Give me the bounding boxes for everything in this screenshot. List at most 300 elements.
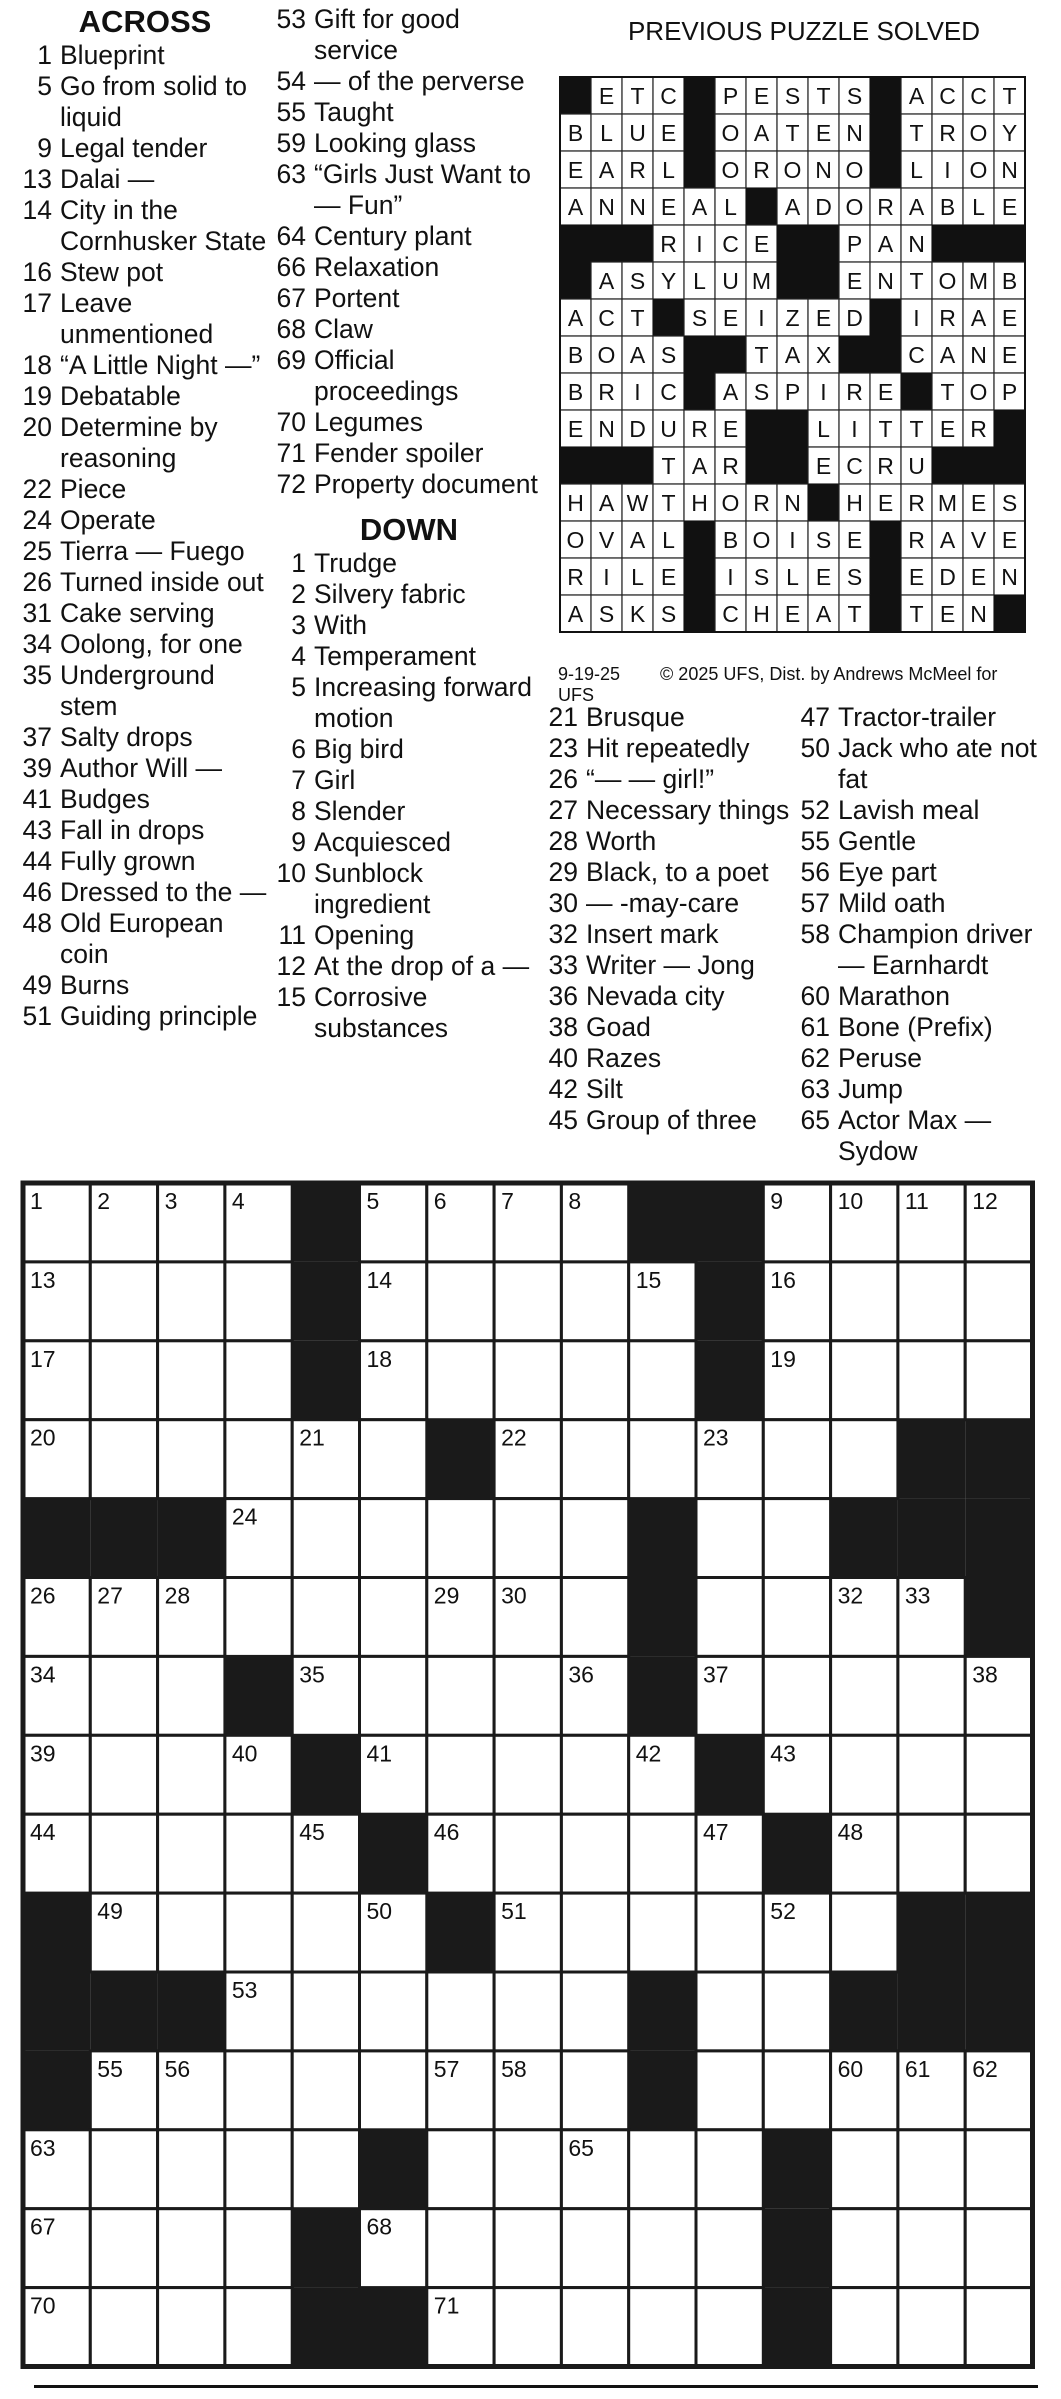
grid-cell[interactable] — [898, 1341, 965, 1420]
cell-number: 56 — [164, 2055, 191, 2082]
grid-cell[interactable] — [898, 2130, 965, 2209]
block-cell — [696, 1735, 763, 1814]
cell-number: 39 — [30, 1740, 56, 1767]
clue-text: Fully grown — [60, 846, 196, 876]
grid-cell[interactable] — [427, 1735, 494, 1814]
prev-cell-letter: E — [722, 305, 739, 331]
prev-cell-letter: S — [598, 601, 615, 627]
grid-cell[interactable] — [292, 1499, 359, 1578]
clue-number: 55 — [276, 97, 306, 127]
grid-cell[interactable] — [158, 2130, 225, 2209]
clue-text: Bone (Prefix) — [838, 1012, 993, 1042]
clue-number: 2 — [291, 579, 306, 609]
grid-cell[interactable] — [427, 1262, 494, 1341]
prev-cell-letter: R — [629, 157, 646, 183]
block-cell — [898, 1499, 965, 1578]
clue-number: 5 — [37, 71, 52, 101]
grid-cell[interactable] — [158, 1893, 225, 1972]
prev-cell-letter: H — [567, 490, 584, 516]
clue-number: 10 — [276, 858, 306, 888]
prev-cell-letter: I — [851, 416, 858, 442]
clue-number: 50 — [800, 733, 830, 763]
grid-cell[interactable] — [629, 1341, 696, 1420]
cell-number: 6 — [433, 1188, 447, 1214]
prev-cell-letter: E — [908, 564, 925, 590]
clue-number: 8 — [291, 796, 306, 826]
grid-cell[interactable] — [158, 1262, 225, 1341]
block-cell — [898, 1893, 965, 1972]
grid-cell[interactable] — [225, 1814, 292, 1893]
prev-cell-letter: N — [1001, 157, 1018, 183]
cell-number: 26 — [30, 1582, 56, 1609]
crossword-grid[interactable] — [20, 1180, 1041, 2380]
prev-cell-letter: E — [815, 564, 832, 590]
grid-cell[interactable] — [90, 1420, 157, 1499]
prev-cell-letter: E — [1001, 305, 1018, 331]
block-cell — [763, 1814, 830, 1893]
block-cell — [292, 1183, 359, 1262]
grid-cell[interactable] — [696, 1972, 763, 2051]
across-clue-17 — [20, 288, 270, 350]
grid-cell[interactable] — [360, 1578, 427, 1657]
grid-cell[interactable] — [360, 1656, 427, 1735]
grid-cell[interactable] — [427, 2130, 494, 2209]
grid-cell[interactable] — [561, 1893, 628, 1972]
grid-cell[interactable] — [898, 1262, 965, 1341]
grid-cell[interactable] — [763, 1578, 830, 1657]
prev-block-cell — [808, 225, 839, 262]
grid-cell[interactable] — [360, 1972, 427, 2051]
prev-block-cell — [994, 410, 1025, 447]
prev-block-cell — [870, 521, 901, 558]
clue-text: Temperament — [314, 641, 477, 671]
block-cell — [90, 1972, 157, 2051]
clue-text: Hit repeatedly — [586, 733, 750, 763]
grid-cell[interactable] — [898, 1735, 965, 1814]
cell-number: 50 — [366, 1898, 393, 1925]
grid-cell[interactable] — [831, 2130, 898, 2209]
prev-block-cell — [591, 447, 622, 484]
clue-text: Gift for good service — [314, 4, 460, 65]
grid-cell[interactable] — [225, 1893, 292, 1972]
grid-cell[interactable] — [898, 1814, 965, 1893]
grid-cell[interactable] — [831, 1735, 898, 1814]
clue-number: 46 — [22, 877, 52, 907]
cell-number: 4 — [231, 1188, 245, 1214]
grid-cell[interactable] — [629, 1420, 696, 1499]
prev-block-cell — [963, 447, 994, 484]
prev-cell-letter: H — [691, 490, 708, 516]
cell-number: 18 — [366, 1345, 393, 1372]
grid-cell[interactable] — [494, 1814, 561, 1893]
clue-number: 45 — [548, 1105, 578, 1135]
grid-cell[interactable] — [965, 2130, 1032, 2209]
grid-cell[interactable] — [831, 1420, 898, 1499]
prev-block-cell — [839, 336, 870, 373]
cell-number: 16 — [770, 1266, 796, 1293]
grid-cell[interactable] — [898, 1656, 965, 1735]
prev-cell-letter: O — [845, 157, 864, 183]
grid-cell[interactable] — [629, 1814, 696, 1893]
grid-cell[interactable] — [494, 1499, 561, 1578]
grid-cell[interactable] — [561, 1972, 628, 2051]
clue-number: 65 — [800, 1105, 830, 1135]
grid-cell[interactable] — [292, 1893, 359, 1972]
grid-cell[interactable] — [696, 1893, 763, 1972]
grid-cell[interactable] — [831, 1893, 898, 1972]
clue-number: 28 — [548, 826, 578, 856]
grid-cell[interactable] — [696, 2209, 763, 2288]
prev-cell-letter: E — [660, 120, 677, 146]
across-clue-9 — [20, 133, 270, 164]
prev-block-cell — [684, 336, 715, 373]
grid-cell[interactable] — [629, 2130, 696, 2209]
prev-block-cell — [932, 225, 963, 262]
previous-puzzle-grid — [558, 75, 1028, 637]
grid-cell[interactable] — [90, 2130, 157, 2209]
down-clue-26 — [546, 764, 794, 795]
grid-cell[interactable] — [225, 1262, 292, 1341]
down-clue-3 — [274, 610, 544, 641]
prev-cell-letter: M — [937, 490, 958, 516]
down-clue-63 — [798, 1074, 1060, 1105]
across-clue-41 — [20, 784, 270, 815]
grid-cell[interactable] — [561, 1578, 628, 1657]
prev-cell-letter: E — [815, 120, 832, 146]
grid-cell[interactable] — [898, 2209, 965, 2288]
prev-cell-letter: S — [691, 305, 708, 331]
prev-cell-letter: A — [784, 342, 801, 368]
down-clue-11 — [274, 920, 544, 951]
grid-cell[interactable] — [158, 1341, 225, 1420]
cell-number: 8 — [568, 1188, 582, 1214]
grid-cell[interactable] — [158, 2209, 225, 2288]
prev-cell-letter: D — [815, 194, 832, 220]
grid-cell[interactable] — [158, 1656, 225, 1735]
grid-cell[interactable] — [158, 2288, 225, 2367]
prev-cell-letter: S — [846, 564, 863, 590]
prev-cell-letter: A — [567, 194, 584, 220]
down-clue-62 — [798, 1043, 1060, 1074]
prev-cell-letter: O — [752, 527, 771, 553]
clue-text: Lavish meal — [838, 795, 980, 825]
cell-number: 15 — [635, 1266, 662, 1293]
cell-number: 19 — [770, 1345, 796, 1372]
prev-block-cell — [870, 558, 901, 595]
clue-number: 11 — [278, 920, 306, 950]
grid-cell[interactable] — [494, 1972, 561, 2051]
prev-cell-letter: T — [661, 490, 676, 516]
prev-cell-letter: S — [629, 268, 646, 294]
block-cell — [629, 1578, 696, 1657]
grid-cell[interactable] — [292, 2051, 359, 2130]
cell-number: 29 — [433, 1582, 460, 1609]
grid-cell[interactable] — [90, 2209, 157, 2288]
grid-cell[interactable] — [225, 2051, 292, 2130]
grid-cell[interactable] — [965, 1262, 1032, 1341]
prev-cell-letter: E — [939, 601, 956, 627]
grid-cell[interactable] — [494, 2288, 561, 2367]
grid-cell[interactable] — [561, 1341, 628, 1420]
clue-number: 31 — [22, 598, 52, 628]
grid-cell[interactable] — [561, 1420, 628, 1499]
clue-number: 1 — [291, 548, 306, 578]
down-clue-30 — [546, 888, 794, 919]
grid-cell[interactable] — [225, 2130, 292, 2209]
clue-text: Marathon — [838, 981, 950, 1011]
clue-text: Relaxation — [314, 252, 440, 282]
grid-cell[interactable] — [763, 1972, 830, 2051]
prev-block-cell — [870, 336, 901, 373]
cell-number: 52 — [770, 1898, 796, 1925]
clue-text: Insert mark — [586, 919, 719, 949]
prev-block-cell — [870, 595, 901, 632]
prev-cell-letter: A — [722, 379, 739, 405]
clue-text: — -may-care — [586, 888, 740, 918]
grid-cell[interactable] — [763, 2051, 830, 2130]
grid-cell[interactable] — [427, 1499, 494, 1578]
grid-cell[interactable] — [90, 1262, 157, 1341]
grid-cell[interactable] — [763, 1499, 830, 1578]
prev-cell-letter: A — [598, 490, 615, 516]
grid-cell[interactable] — [90, 2288, 157, 2367]
prev-cell-letter: E — [939, 416, 956, 442]
grid-cell[interactable] — [360, 1499, 427, 1578]
cell-number: 32 — [837, 1582, 864, 1609]
grid-cell[interactable] — [831, 2288, 898, 2367]
clue-number: 4 — [291, 641, 306, 671]
prev-cell-letter: T — [1002, 83, 1017, 109]
grid-cell[interactable] — [292, 2130, 359, 2209]
grid-cell[interactable] — [696, 1499, 763, 1578]
grid-cell[interactable] — [561, 1814, 628, 1893]
prev-cell-letter: C — [722, 231, 739, 257]
block-cell — [965, 1499, 1032, 1578]
puzzle-date: 9-19-25 — [558, 664, 621, 684]
prev-cell-letter: M — [751, 268, 772, 294]
grid-cell[interactable] — [225, 1341, 292, 1420]
grid-cell[interactable] — [696, 1578, 763, 1657]
cell-number: 14 — [366, 1266, 393, 1293]
prev-cell-letter: C — [970, 83, 987, 109]
prev-cell-letter: W — [626, 490, 649, 516]
grid-cell[interactable] — [965, 1735, 1032, 1814]
grid-cell[interactable] — [561, 2288, 628, 2367]
clue-number: 34 — [22, 629, 52, 659]
clue-number: 60 — [800, 981, 830, 1011]
grid-cell[interactable] — [965, 2288, 1032, 2367]
grid-cell[interactable] — [225, 1420, 292, 1499]
grid-cell[interactable] — [90, 1735, 157, 1814]
grid-cell[interactable] — [360, 2051, 427, 2130]
prev-cell-letter: O — [721, 157, 740, 183]
clue-number: 5 — [291, 672, 306, 702]
grid-cell[interactable] — [494, 1262, 561, 1341]
across-header: ACROSS — [78, 4, 212, 39]
grid-cell[interactable] — [90, 1656, 157, 1735]
across-clue-14 — [20, 195, 270, 257]
prev-cell-letter: O — [721, 490, 740, 516]
grid-cell[interactable] — [427, 1656, 494, 1735]
grid-cell[interactable] — [90, 1341, 157, 1420]
cell-number: 53 — [231, 1977, 258, 2003]
grid-cell[interactable] — [629, 2288, 696, 2367]
prev-cell-letter: T — [878, 416, 893, 442]
prev-cell-letter: T — [785, 120, 800, 146]
grid-cell[interactable] — [561, 2051, 628, 2130]
grid-cell[interactable] — [292, 1972, 359, 2051]
grid-cell[interactable] — [494, 2209, 561, 2288]
grid-cell[interactable] — [696, 2288, 763, 2367]
clue-number: 23 — [548, 733, 578, 763]
grid-cell[interactable] — [158, 1420, 225, 1499]
prev-cell-letter: R — [660, 231, 677, 257]
across-clue-59 — [274, 128, 544, 159]
block-cell — [763, 2130, 830, 2209]
block-cell — [292, 1735, 359, 1814]
grid-cell[interactable] — [158, 1735, 225, 1814]
down-clue-1 — [274, 548, 544, 579]
prev-cell-letter: A — [567, 601, 584, 627]
prev-cell-letter: P — [784, 379, 801, 405]
grid-cell[interactable] — [696, 2051, 763, 2130]
grid-cell[interactable] — [225, 1578, 292, 1657]
prev-cell-letter: O — [721, 120, 740, 146]
prev-cell-letter: A — [629, 527, 646, 553]
grid-cell[interactable] — [965, 1341, 1032, 1420]
grid-cell[interactable] — [629, 2209, 696, 2288]
clue-number: 21 — [548, 702, 578, 732]
grid-cell[interactable] — [494, 2130, 561, 2209]
grid-cell[interactable] — [561, 1735, 628, 1814]
down-clue-57 — [798, 888, 1060, 919]
copyright-credit — [558, 664, 1038, 706]
cell-number: 38 — [972, 1661, 998, 1688]
grid-cell[interactable] — [427, 1972, 494, 2051]
grid-cell[interactable] — [763, 1656, 830, 1735]
cell-number: 13 — [30, 1266, 56, 1293]
prev-cell-letter: A — [629, 342, 646, 368]
grid-cell[interactable] — [629, 1893, 696, 1972]
clue-number: 30 — [548, 888, 578, 918]
grid-cell[interactable] — [90, 1814, 157, 1893]
grid-cell[interactable] — [427, 1341, 494, 1420]
clue-text: Debatable — [60, 381, 181, 411]
clue-number: 39 — [22, 753, 52, 783]
grid-cell[interactable] — [292, 1578, 359, 1657]
prev-cell-letter: I — [696, 231, 703, 257]
across-clue-16 — [20, 257, 270, 288]
clue-number: 32 — [548, 919, 578, 949]
grid-cell[interactable] — [965, 1814, 1032, 1893]
clue-text: Legal tender — [60, 133, 208, 163]
grid-cell[interactable] — [561, 2209, 628, 2288]
across-clue-48 — [20, 908, 270, 970]
prev-cell-letter: Y — [1001, 120, 1018, 146]
grid-cell[interactable] — [494, 1656, 561, 1735]
clue-text: Piece — [60, 474, 127, 504]
across-clue-31 — [20, 598, 270, 629]
block-cell — [158, 1972, 225, 2051]
clue-number: 41 — [22, 784, 52, 814]
grid-cell[interactable] — [831, 1262, 898, 1341]
across-clue-66 — [274, 252, 544, 283]
down-clue-7 — [274, 765, 544, 796]
clue-text: Opening — [314, 920, 415, 950]
grid-cell[interactable] — [494, 1341, 561, 1420]
prev-cell-letter: X — [815, 342, 832, 368]
cell-number: 11 — [904, 1188, 929, 1214]
prev-cell-letter: V — [970, 527, 987, 553]
prev-cell-letter: C — [598, 305, 615, 331]
clue-text: Turned inside out — [60, 567, 264, 597]
grid-cell[interactable] — [561, 1499, 628, 1578]
grid-cell[interactable] — [561, 1262, 628, 1341]
grid-cell[interactable] — [763, 1420, 830, 1499]
grid-cell[interactable] — [225, 2209, 292, 2288]
down-clue-15 — [274, 982, 544, 1044]
grid-cell[interactable] — [494, 1735, 561, 1814]
clue-text: Acquiesced — [314, 827, 452, 857]
cell-number: 5 — [366, 1188, 380, 1214]
cell-number: 67 — [30, 2213, 56, 2240]
prev-cell-letter: A — [753, 120, 770, 146]
cell-number: 62 — [972, 2055, 998, 2082]
grid-cell[interactable] — [831, 1341, 898, 1420]
clue-text: Corrosive substances — [314, 982, 449, 1043]
block-cell — [696, 1262, 763, 1341]
prev-cell-letter: R — [567, 564, 584, 590]
clue-text: Actor Max — Sydow — [838, 1105, 992, 1166]
grid-cell[interactable] — [965, 2209, 1032, 2288]
clue-text: Dressed to the — — [60, 877, 267, 907]
clue-number: 9 — [37, 133, 52, 163]
grid-cell[interactable] — [360, 1420, 427, 1499]
clue-text: “Girls Just Want to — Fun” — [314, 159, 531, 220]
block-cell — [629, 1183, 696, 1262]
grid-cell[interactable] — [158, 1814, 225, 1893]
prev-cell-letter: N — [908, 231, 925, 257]
across-clue-34 — [20, 629, 270, 660]
prev-cell-letter: O — [597, 342, 616, 368]
clue-number: 7 — [291, 765, 306, 795]
prev-cell-letter: N — [784, 490, 801, 516]
prev-block-cell — [870, 114, 901, 151]
prev-cell-letter: U — [908, 453, 925, 479]
prev-cell-letter: P — [722, 83, 739, 109]
clue-number: 26 — [548, 764, 578, 794]
grid-cell[interactable] — [898, 2288, 965, 2367]
cell-number: 1 — [30, 1188, 43, 1214]
prev-cell-letter: E — [660, 194, 677, 220]
clue-text: Go from solid to liquid — [60, 71, 248, 132]
grid-cell[interactable] — [427, 2209, 494, 2288]
cell-number: 24 — [231, 1503, 258, 1530]
grid-cell[interactable] — [696, 2130, 763, 2209]
prev-cell-letter: R — [846, 379, 863, 405]
grid-cell[interactable] — [831, 1656, 898, 1735]
cell-number: 70 — [30, 2292, 56, 2319]
grid-cell[interactable] — [831, 2209, 898, 2288]
clue-text: Century plant — [314, 221, 472, 251]
grid-cell[interactable] — [225, 2288, 292, 2367]
cell-number: 35 — [299, 1661, 325, 1688]
clue-text: Underground stem — [60, 660, 215, 721]
prev-cell-letter: L — [817, 416, 830, 442]
prev-block-cell — [684, 114, 715, 151]
prev-cell-letter: N — [846, 120, 863, 146]
prev-cell-letter: A — [970, 305, 987, 331]
